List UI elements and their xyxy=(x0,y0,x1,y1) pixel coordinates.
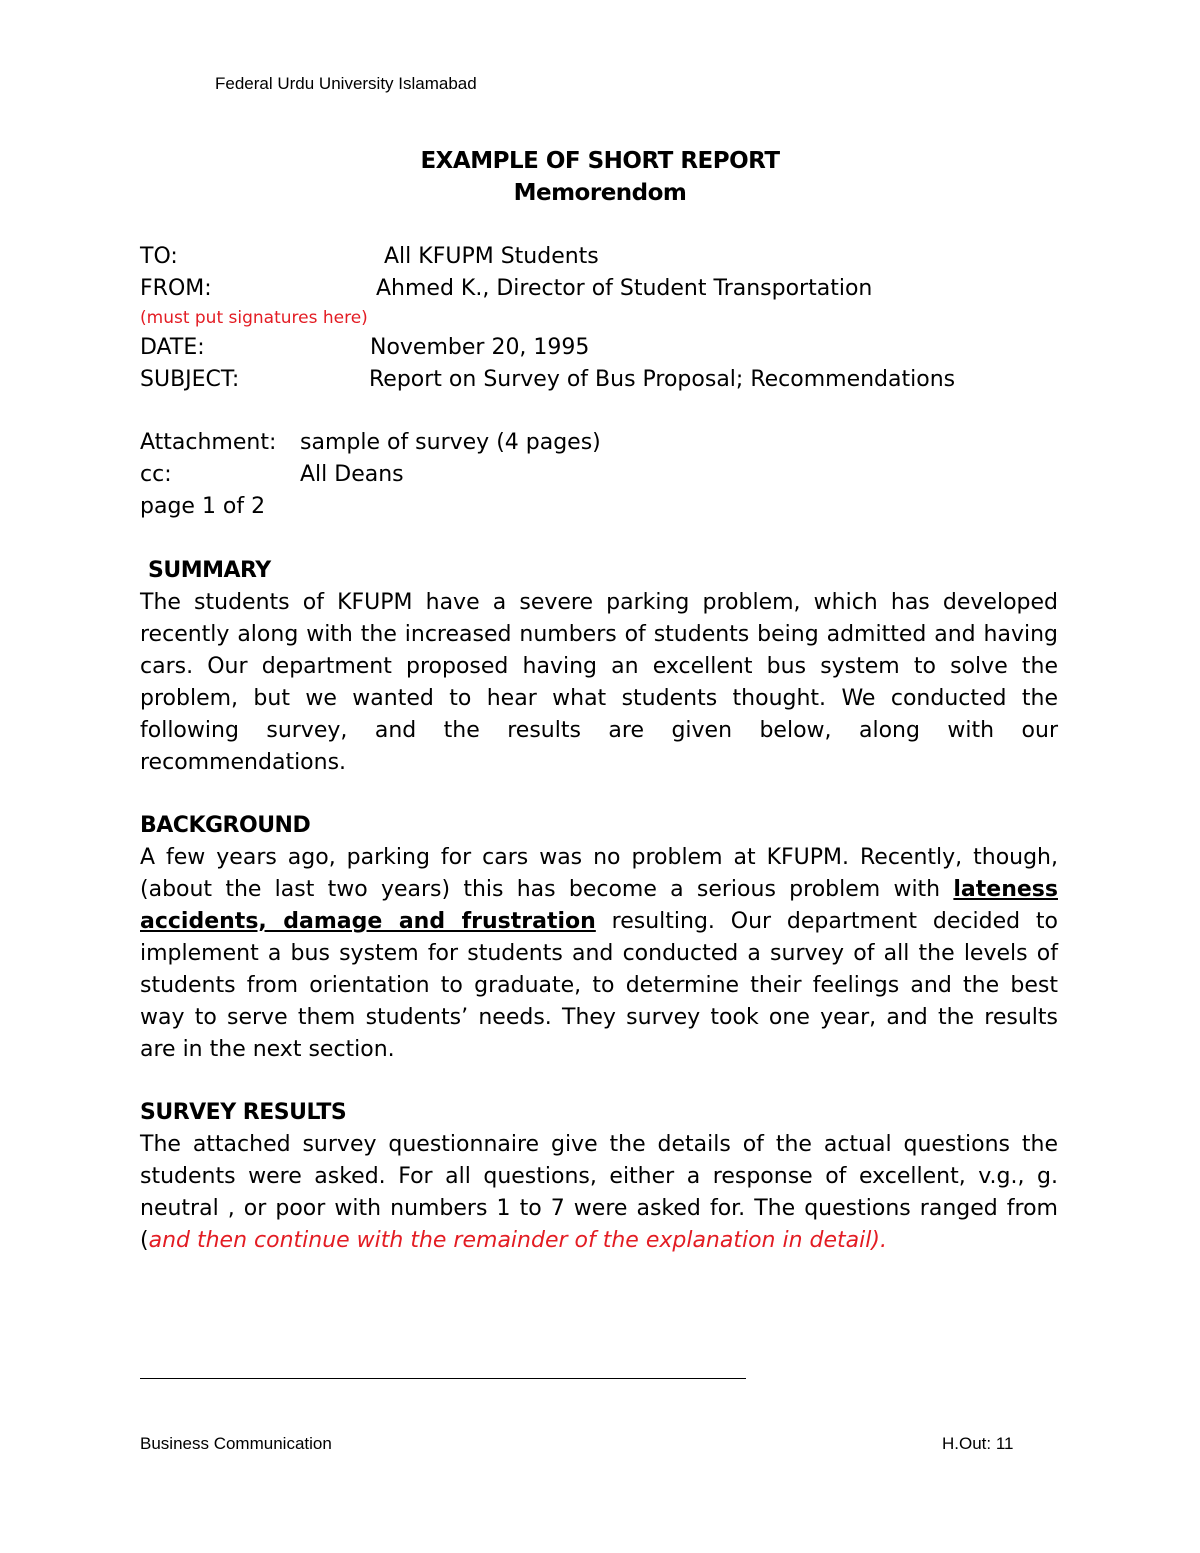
survey-results-body-text: The attached survey questionnaire give the details of the actual questions the students were asked. For all questions, either a response of excellent, v.g., g. neutral , or poor with numbers 1 to 7 were asked for. The questions ranged from ( xyxy=(140,1132,1058,1253)
title-block xyxy=(0,145,1200,209)
attachment-value: sample of survey (4 pages) xyxy=(300,430,601,455)
report-title: EXAMPLE OF SHORT REPORT xyxy=(420,148,780,174)
footer-left: Business Communication xyxy=(140,1434,332,1453)
subject-value: Report on Survey of Bus Proposal; Recommendations xyxy=(369,367,956,392)
memo-subject-row xyxy=(140,364,956,396)
footer-right: H.Out: 11 xyxy=(942,1434,1014,1453)
background-body-start: A few years ago, parking for cars was no problem at KFUPM. Recently, though, (about the last two years) this has become a serious problem with xyxy=(140,845,1058,902)
survey-results-instruction: and then continue with the remainder of the explanation in detail). xyxy=(148,1228,887,1253)
footnote-divider xyxy=(140,1378,746,1379)
memo-date-row xyxy=(140,332,590,364)
memo-header xyxy=(140,241,956,396)
survey-results-body xyxy=(140,1129,1058,1257)
report-subtitle: Memorendom xyxy=(513,180,687,206)
cc-value: All Deans xyxy=(300,462,404,487)
date-value: November 20, 1995 xyxy=(370,335,590,360)
page-info: page 1 of 2 xyxy=(140,494,266,519)
to-label: TO: xyxy=(140,244,178,269)
memo-to-row xyxy=(140,241,599,273)
cc-label: cc: xyxy=(140,462,172,487)
summary-body: The students of KFUPM have a severe parking problem, which has developed recently along with the increased numbers of students being admitted and having cars. Our department proposed having an excellent bus system to solve the problem, but we wanted to hear what students thought. We conducted the following survey, and the results are given below, along with our recommendations. xyxy=(140,590,1058,775)
to-value: All KFUPM Students xyxy=(384,244,599,269)
subject-label: SUBJECT: xyxy=(140,367,240,392)
attachment-label: Attachment: xyxy=(140,430,277,455)
memo-from-row xyxy=(140,273,873,305)
survey-results-heading: SURVEY RESULTS xyxy=(140,1100,347,1125)
background-body-end: resulting. Our department decided to implement a bus system for students and conducted a survey of all the levels of students from orientation to graduate, to determine their feelings and the best way to serve them students’ needs. They survey took one year, and the results are in the next section. xyxy=(140,909,1058,1062)
summary-heading: SUMMARY xyxy=(148,558,271,583)
summary-section xyxy=(140,555,1058,779)
from-label: FROM: xyxy=(140,276,212,301)
from-value: Ahmed K., Director of Student Transportation xyxy=(376,276,873,301)
survey-results-section xyxy=(140,1097,1058,1257)
signature-note: (must put signatures here) xyxy=(140,308,368,328)
date-label: DATE: xyxy=(140,335,205,360)
background-section xyxy=(140,810,1058,1066)
background-heading: BACKGROUND xyxy=(140,813,311,838)
background-body xyxy=(140,842,1058,1066)
background-emphasis: lateness accidents, damage and frustration xyxy=(140,877,1058,934)
institution-header: Federal Urdu University Islamabad xyxy=(215,74,477,93)
